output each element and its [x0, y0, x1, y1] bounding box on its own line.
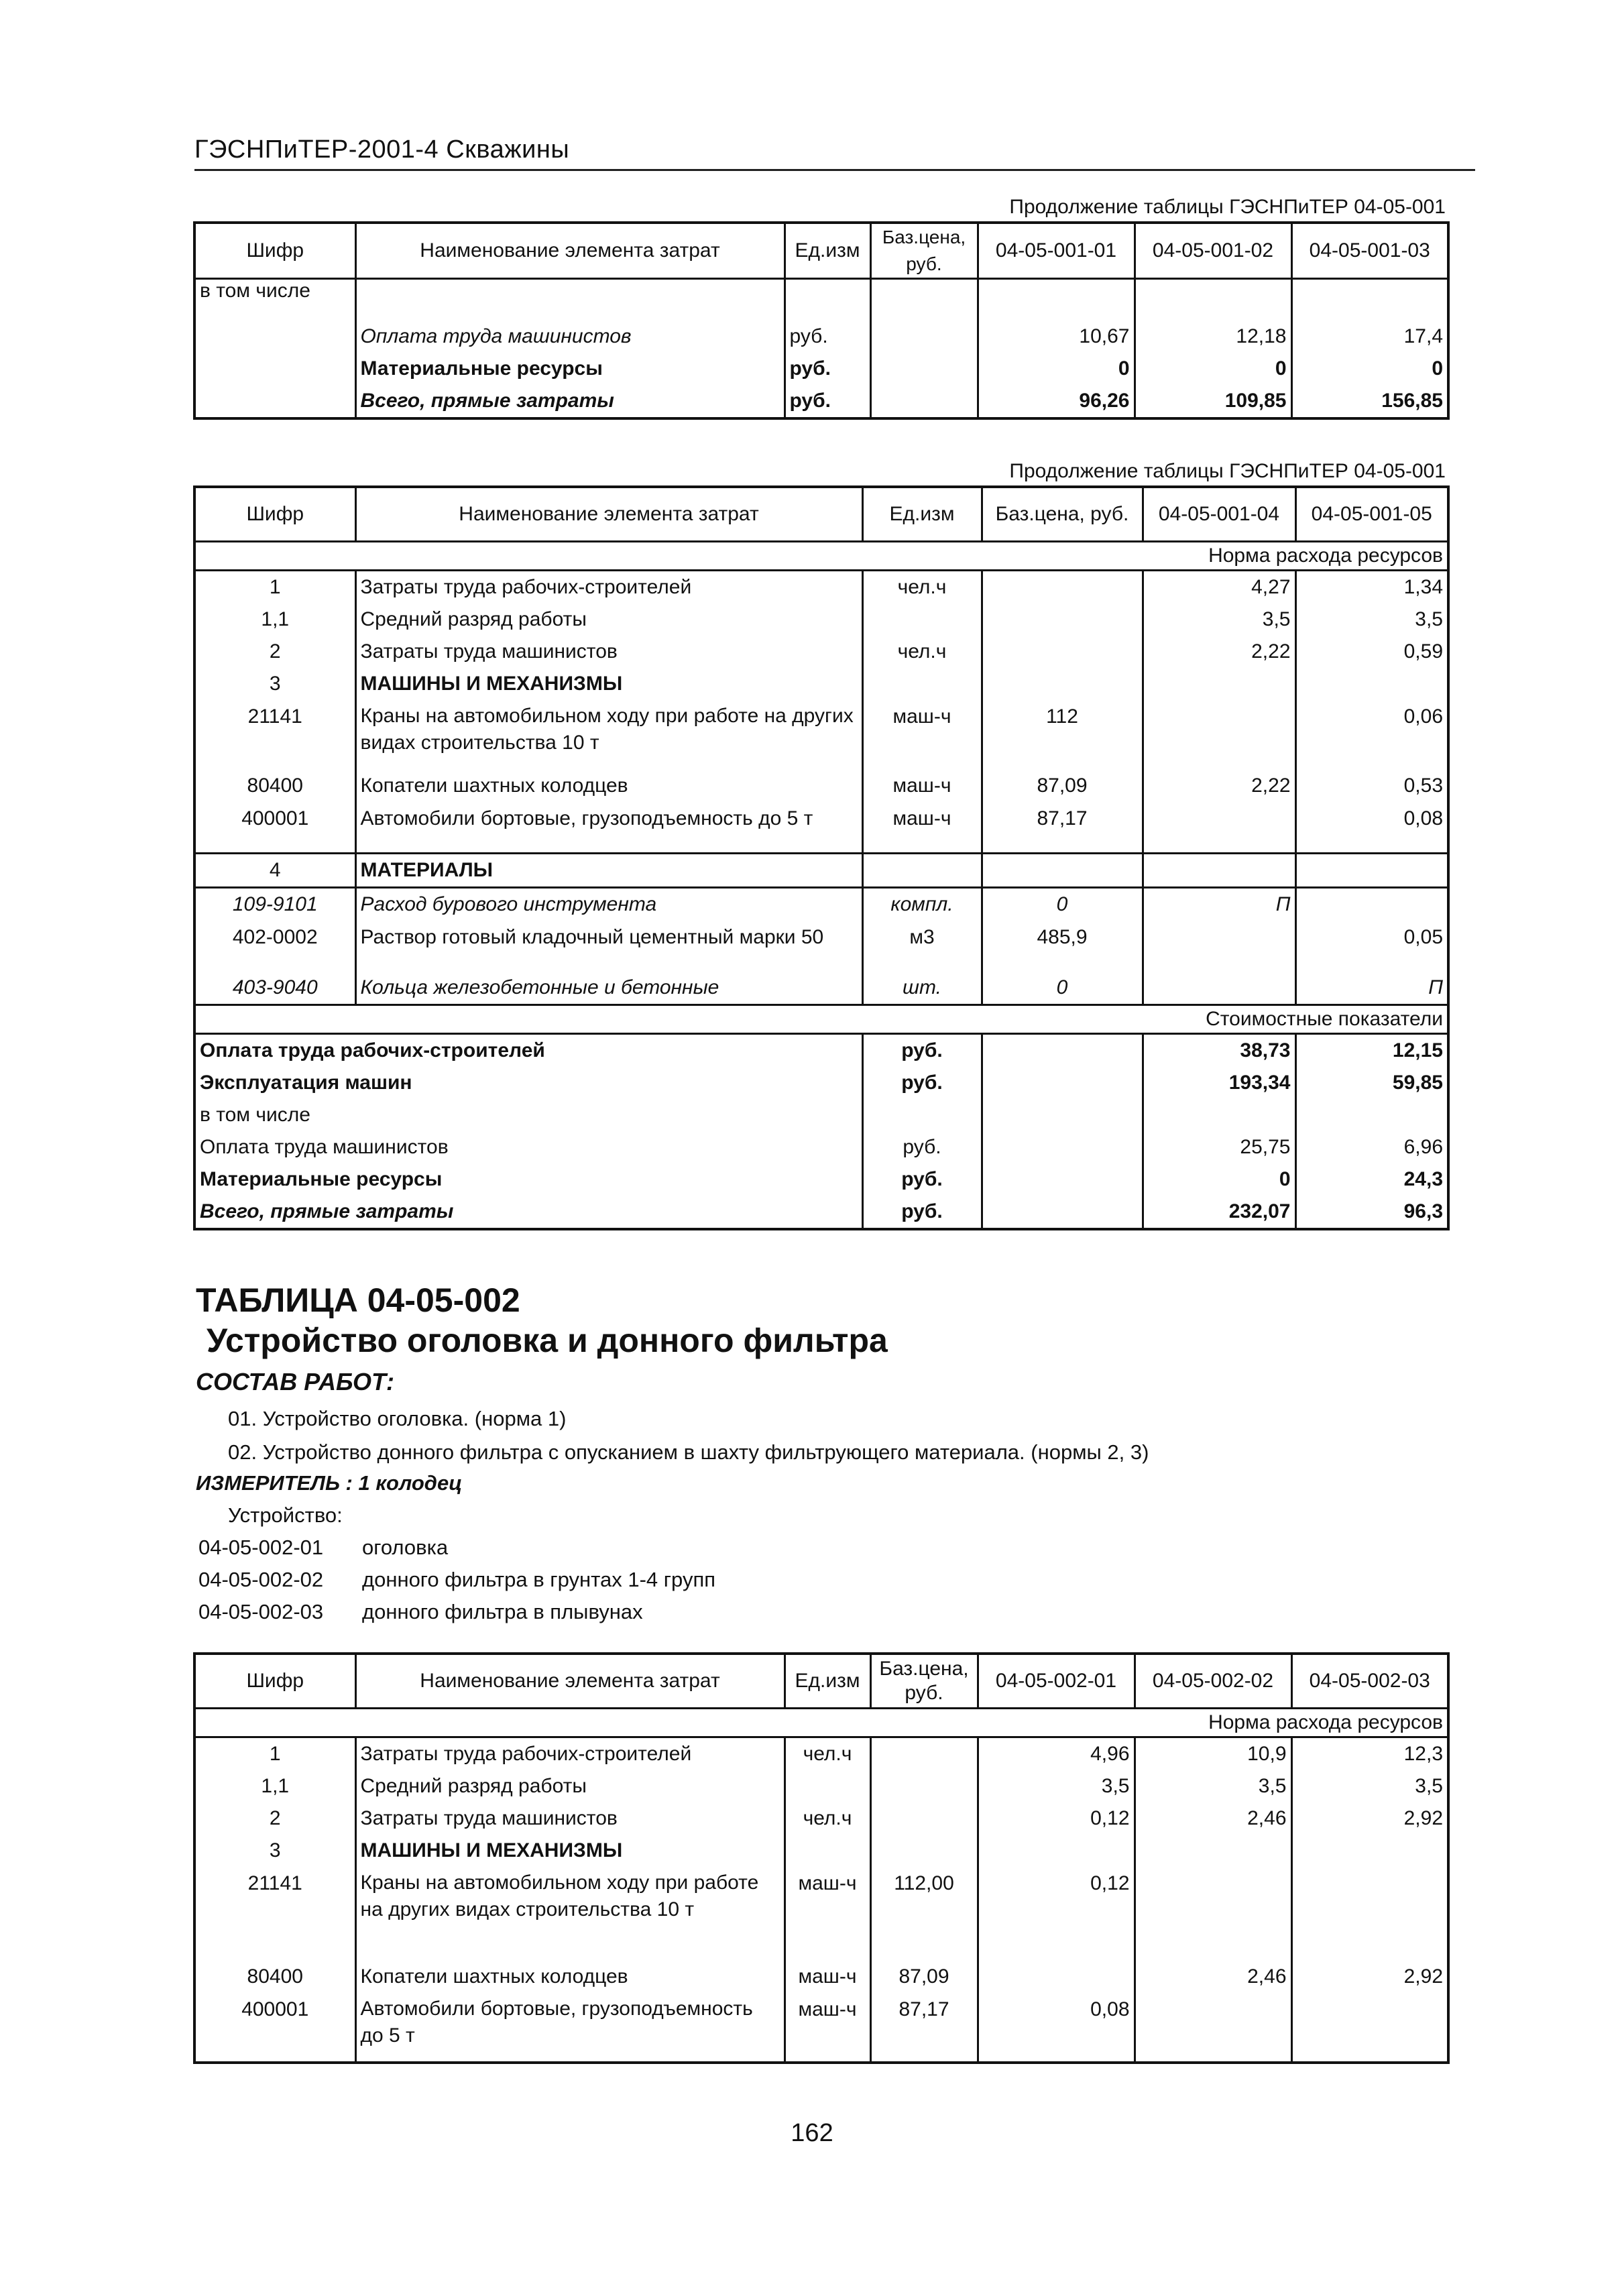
col-code-header: Шифр [194, 1654, 355, 1709]
table-row [194, 1099, 1448, 1131]
row-unit: чел.ч [785, 1802, 870, 1835]
table-row [194, 770, 1448, 802]
row-value: 109,85 [1135, 385, 1291, 418]
row-value [1135, 1867, 1291, 1961]
row-price [870, 1737, 978, 1771]
norm-code: 04-05-002-03 [198, 1600, 324, 1623]
col-name-header: Наименование элемента затрат [355, 1654, 785, 1709]
row-code: 3 [194, 1835, 355, 1867]
row-price [870, 279, 978, 321]
cost-value: 193,34 [1143, 1067, 1295, 1099]
row-name: Краны на автомобильном ходу при работе на других видах строительства 10 т [355, 1867, 785, 1961]
row-value: 1,34 [1295, 571, 1448, 604]
row-name: Материальные ресурсы [355, 353, 785, 385]
row-price: 112,00 [870, 1867, 978, 1961]
row-name: Раствор готовый кладочный цементный марки 50 [355, 921, 862, 972]
row-unit [862, 853, 982, 887]
row-code: 1 [194, 571, 355, 604]
cost-value: 59,85 [1295, 1067, 1448, 1099]
table-row [194, 1835, 1448, 1867]
table-row [194, 604, 1448, 636]
row-price [870, 1835, 978, 1867]
row-value: 17,4 [1291, 321, 1448, 353]
row-name: Краны на автомобильном ходу при работе на других видах строительства 10 т [355, 700, 862, 770]
header-rule [194, 169, 1475, 171]
row-price: 87,17 [982, 802, 1143, 853]
row-value [1143, 972, 1295, 1005]
row-unit: маш-ч [862, 700, 982, 770]
row-value: 0 [1291, 353, 1448, 385]
col-norm-header: 04-05-001-04 [1143, 487, 1295, 542]
row-name: Средний разряд работы [355, 604, 862, 636]
row-code: 402-0002 [194, 921, 355, 972]
cost-unit [862, 1099, 982, 1131]
continuation-caption: Продолжение таблицы ГЭСНПиТЕР 04-05-001 [1009, 460, 1446, 482]
table-row [194, 853, 1448, 887]
col-price-header: Баз.цена, руб. [870, 223, 978, 279]
row-value: 0,12 [978, 1802, 1135, 1835]
cost-price [982, 1099, 1143, 1131]
row-unit [785, 1770, 870, 1802]
cost-price [982, 1067, 1143, 1099]
row-unit [862, 668, 982, 700]
cost-value: 38,73 [1143, 1033, 1295, 1067]
row-code: 1 [194, 1737, 355, 1771]
row-unit: руб. [785, 385, 870, 418]
row-value [1135, 1835, 1291, 1867]
row-price: 87,09 [982, 770, 1143, 802]
row-name: Копатели шахтных колодцев [355, 770, 862, 802]
col-norm-header: 04-05-002-03 [1291, 1654, 1448, 1709]
row-value: 2,46 [1135, 1961, 1291, 1993]
row-unit: маш-ч [862, 770, 982, 802]
row-value [1143, 921, 1295, 972]
row-value [1135, 279, 1291, 321]
row-code: в том числе [194, 279, 355, 321]
table-row [194, 972, 1448, 1005]
row-value [1291, 1867, 1448, 1961]
cost-value: 232,07 [1143, 1196, 1295, 1229]
row-price [870, 385, 978, 418]
row-code: 109-9101 [194, 887, 355, 921]
section-band [194, 1709, 1448, 1737]
row-unit [862, 604, 982, 636]
col-name-header: Наименование элемента затрат [355, 223, 785, 279]
row-unit: маш-ч [785, 1867, 870, 1961]
cost-table-3 [193, 1652, 1450, 2064]
cost-table-2 [193, 485, 1450, 1230]
page-number: 162 [791, 2119, 833, 2147]
row-name: Затраты труда рабочих-строителей [355, 1737, 785, 1771]
cost-price [982, 1131, 1143, 1163]
cost-name: Всего, прямые затраты [194, 1196, 862, 1229]
row-value [1143, 668, 1295, 700]
col-name-header: Наименование элемента затрат [355, 487, 862, 542]
continuation-caption: Продолжение таблицы ГЭСНПиТЕР 04-05-001 [1009, 196, 1446, 218]
row-code [194, 353, 355, 385]
row-value [1291, 1993, 1448, 2063]
row-price: 87,17 [870, 1993, 978, 2063]
row-name: МАТЕРИАЛЫ [355, 853, 862, 887]
row-value: 3,5 [978, 1770, 1135, 1802]
row-unit: чел.ч [785, 1737, 870, 1771]
table-header-row [194, 487, 1448, 542]
section-band [194, 542, 1448, 571]
table-row [194, 1961, 1448, 1993]
row-price [982, 571, 1143, 604]
row-value: 12,3 [1291, 1737, 1448, 1771]
row-unit [785, 279, 870, 321]
table-row [194, 353, 1448, 385]
col-norm-header: 04-05-002-01 [978, 1654, 1135, 1709]
row-value: 12,18 [1135, 321, 1291, 353]
row-name: МАШИНЫ И МЕХАНИЗМЫ [355, 668, 862, 700]
row-name: Копатели шахтных колодцев [355, 1961, 785, 1993]
col-price-header: Баз.цена, руб. [982, 487, 1143, 542]
band-cost-label: Стоимостные показатели [194, 1005, 1448, 1033]
col-norm-header: 04-05-002-02 [1135, 1654, 1291, 1709]
row-unit: маш-ч [785, 1961, 870, 1993]
row-price [982, 853, 1143, 887]
cost-unit: руб. [862, 1196, 982, 1229]
work-composition-label: СОСТАВ РАБОТ: [196, 1368, 394, 1395]
row-unit: чел.ч [862, 571, 982, 604]
norm-description: донного фильтра в плывунах [362, 1600, 643, 1623]
row-code: 400001 [194, 1993, 355, 2063]
col-norm-header: 04-05-001-02 [1135, 223, 1291, 279]
cost-price [982, 1163, 1143, 1196]
row-unit [785, 1835, 870, 1867]
row-name: Всего, прямые затраты [355, 385, 785, 418]
row-name: Автомобили бортовые, грузоподъемность до 5 т [355, 1993, 785, 2063]
table-row [194, 700, 1448, 770]
row-value: 0,12 [978, 1867, 1135, 1961]
row-value: 2,92 [1291, 1802, 1448, 1835]
table-row [194, 571, 1448, 604]
row-code [194, 385, 355, 418]
row-price: 87,09 [870, 1961, 978, 1993]
row-code: 2 [194, 636, 355, 668]
cost-value: 6,96 [1295, 1131, 1448, 1163]
row-code: 21141 [194, 1867, 355, 1961]
row-value: 3,5 [1295, 604, 1448, 636]
table-row [194, 1867, 1448, 1961]
row-value: 3,5 [1143, 604, 1295, 636]
table-title: ТАБЛИЦА 04-05-002 [196, 1281, 520, 1319]
row-code: 80400 [194, 1961, 355, 1993]
cost-price [982, 1033, 1143, 1067]
row-name: Расход бурового инструмента [355, 887, 862, 921]
row-value: 0,08 [1295, 802, 1448, 853]
row-price [870, 321, 978, 353]
cost-name: Оплата труда машинистов [194, 1131, 862, 1163]
cost-name: Материальные ресурсы [194, 1163, 862, 1196]
table-row [194, 802, 1448, 853]
table-header-row [194, 1654, 1448, 1709]
section-band [194, 1005, 1448, 1033]
norm-code: 04-05-002-01 [198, 1536, 324, 1559]
row-code [194, 321, 355, 353]
table-row [194, 636, 1448, 668]
row-value [1295, 668, 1448, 700]
row-value: 0,05 [1295, 921, 1448, 972]
col-price-header: Баз.цена, руб. [870, 1654, 978, 1709]
row-unit: компл. [862, 887, 982, 921]
cost-name: Эксплуатация машин [194, 1067, 862, 1099]
row-value: 0 [978, 353, 1135, 385]
row-unit: шт. [862, 972, 982, 1005]
row-code: 21141 [194, 700, 355, 770]
cost-unit: руб. [862, 1067, 982, 1099]
row-code: 4 [194, 853, 355, 887]
cost-name: в том числе [194, 1099, 862, 1131]
work-item: 02. Устройство донного фильтра с опусканием в шахту фильтрующего материала. (нормы 2, 3) [228, 1440, 1149, 1464]
row-price [982, 604, 1143, 636]
row-value: П [1295, 972, 1448, 1005]
row-name: Затраты труда машинистов [355, 636, 862, 668]
table-row [194, 279, 1448, 321]
table-row [194, 1737, 1448, 1771]
col-unit-header: Ед.изм [785, 1654, 870, 1709]
row-value: 3,5 [1135, 1770, 1291, 1802]
row-value [1135, 1993, 1291, 2063]
col-norm-header: 04-05-001-05 [1295, 487, 1448, 542]
norm-code: 04-05-002-02 [198, 1568, 324, 1591]
row-code: 400001 [194, 802, 355, 853]
table-row [194, 385, 1448, 418]
table-row [194, 887, 1448, 921]
row-value [1295, 887, 1448, 921]
cost-value: 24,3 [1295, 1163, 1448, 1196]
row-value [1143, 802, 1295, 853]
table-subtitle: Устройство оголовка и донного фильтра [207, 1322, 888, 1359]
row-name: Кольца железобетонные и бетонные [355, 972, 862, 1005]
row-unit: руб. [785, 353, 870, 385]
row-value: 0,08 [978, 1993, 1135, 2063]
table-row [194, 1131, 1448, 1163]
table-row [194, 1163, 1448, 1196]
cost-unit: руб. [862, 1033, 982, 1067]
col-norm-header: 04-05-001-03 [1291, 223, 1448, 279]
row-unit: маш-ч [785, 1993, 870, 2063]
row-value: 156,85 [1291, 385, 1448, 418]
cost-value [1295, 1099, 1448, 1131]
table-row [194, 321, 1448, 353]
cost-table-1 [193, 221, 1450, 420]
band-norm-label: Норма расхода ресурсов [194, 1709, 1448, 1737]
row-unit: м3 [862, 921, 982, 972]
row-unit: маш-ч [862, 802, 982, 853]
row-price [870, 353, 978, 385]
row-value: П [1143, 887, 1295, 921]
cost-value [1143, 1099, 1295, 1131]
row-code: 403-9040 [194, 972, 355, 1005]
band-norm-label: Норма расхода ресурсов [194, 542, 1448, 571]
row-code: 3 [194, 668, 355, 700]
row-name: Средний разряд работы [355, 1770, 785, 1802]
row-value: 2,22 [1143, 770, 1295, 802]
row-value: 4,27 [1143, 571, 1295, 604]
row-value: 2,92 [1291, 1961, 1448, 1993]
norm-description: донного фильтра в грунтах 1-4 групп [362, 1568, 716, 1591]
cost-value: 96,3 [1295, 1196, 1448, 1229]
row-code: 80400 [194, 770, 355, 802]
col-unit-header: Ед.изм [785, 223, 870, 279]
row-value [1143, 853, 1295, 887]
table-row [194, 1993, 1448, 2063]
row-name: МАШИНЫ И МЕХАНИЗМЫ [355, 1835, 785, 1867]
row-price: 112 [982, 700, 1143, 770]
row-value [978, 1961, 1135, 1993]
table-row [194, 921, 1448, 972]
work-item: 01. Устройство оголовка. (норма 1) [228, 1407, 567, 1430]
row-price [870, 1770, 978, 1802]
meter-label: ИЗМЕРИТЕЛЬ : 1 колодец [196, 1471, 463, 1495]
row-value: 0,06 [1295, 700, 1448, 770]
row-value [1291, 1835, 1448, 1867]
device-label: Устройство: [228, 1503, 343, 1527]
row-value: 10,9 [1135, 1737, 1291, 1771]
row-price: 485,9 [982, 921, 1143, 972]
table-row [194, 1196, 1448, 1229]
row-name [355, 279, 785, 321]
table-row [194, 1033, 1448, 1067]
row-name: Затраты труда машинистов [355, 1802, 785, 1835]
cost-value: 12,15 [1295, 1033, 1448, 1067]
row-value [1295, 853, 1448, 887]
row-unit: руб. [785, 321, 870, 353]
row-name: Автомобили бортовые, грузоподъемность до 5 т [355, 802, 862, 853]
cost-price [982, 1196, 1143, 1229]
cost-unit: руб. [862, 1131, 982, 1163]
cost-name: Оплата труда рабочих-строителей [194, 1033, 862, 1067]
row-value: 96,26 [978, 385, 1135, 418]
col-norm-header: 04-05-001-01 [978, 223, 1135, 279]
row-code: 1,1 [194, 604, 355, 636]
row-value: 0,53 [1295, 770, 1448, 802]
table-row [194, 1770, 1448, 1802]
table-row [194, 1067, 1448, 1099]
row-value [978, 1835, 1135, 1867]
row-price [982, 636, 1143, 668]
row-code: 2 [194, 1802, 355, 1835]
cost-unit: руб. [862, 1163, 982, 1196]
row-value: 0 [1135, 353, 1291, 385]
table-header-row [194, 223, 1448, 279]
row-name: Оплата труда машинистов [355, 321, 785, 353]
row-value: 10,67 [978, 321, 1135, 353]
running-header: ГЭСНПиТЕР-2001-4 Скважины [194, 135, 570, 164]
col-unit-header: Ед.изм [862, 487, 982, 542]
row-unit: чел.ч [862, 636, 982, 668]
norm-description: оголовка [362, 1536, 449, 1559]
cost-value: 0 [1143, 1163, 1295, 1196]
table-row [194, 1802, 1448, 1835]
cost-value: 25,75 [1143, 1131, 1295, 1163]
row-name: Затраты труда рабочих-строителей [355, 571, 862, 604]
row-value: 4,96 [978, 1737, 1135, 1771]
col-code-header: Шифр [194, 487, 355, 542]
row-price: 0 [982, 972, 1143, 1005]
row-price [982, 668, 1143, 700]
table-row [194, 668, 1448, 700]
row-value: 3,5 [1291, 1770, 1448, 1802]
col-code-header: Шифр [194, 223, 355, 279]
row-code: 1,1 [194, 1770, 355, 1802]
row-price: 0 [982, 887, 1143, 921]
row-value: 2,46 [1135, 1802, 1291, 1835]
row-value: 0,59 [1295, 636, 1448, 668]
row-price [870, 1802, 978, 1835]
row-value [978, 279, 1135, 321]
row-value: 2,22 [1143, 636, 1295, 668]
row-value [1143, 700, 1295, 770]
row-value [1291, 279, 1448, 321]
